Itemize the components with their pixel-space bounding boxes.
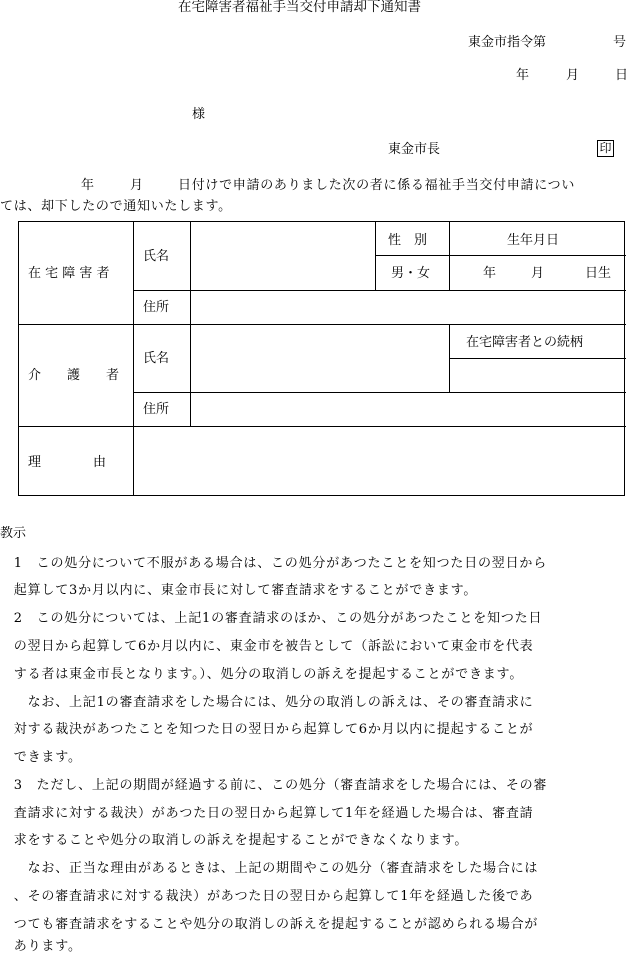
instruction-line: 査請求に対する裁決）があつた日の翌日から起算して1年を経過した場合は、審査請 xyxy=(0,806,534,821)
instruction-line: あります。 xyxy=(0,939,82,954)
addressee-honorific: 様 xyxy=(192,107,206,122)
date-year-label: 年 xyxy=(516,68,530,83)
reason-label: 理 由 xyxy=(28,455,107,470)
table-rule xyxy=(449,222,450,290)
table-rule xyxy=(133,290,626,291)
birth-month-label: 月 xyxy=(531,266,545,281)
intro-month-label: 月 xyxy=(130,178,144,193)
instruction-line: の翌日から起算して6か月以内に、東金市を被告として（訴訟において東金市を代表 xyxy=(0,639,534,654)
table-rule xyxy=(375,222,376,290)
instruction-line: 起算して3か月以内に、東金市長に対して審査請求をすることができます。 xyxy=(0,583,478,598)
gender-label: 性 別 xyxy=(388,233,428,248)
date-day-label: 日 xyxy=(615,68,629,83)
birth-year-label: 年 xyxy=(483,266,497,281)
document-title: 在宅障害者福祉手当交付申請却下通知書 xyxy=(178,0,421,15)
instruction-line: する者は東金市長となります。）、処分の取消しの訴えを提起することができます。 xyxy=(0,667,524,682)
instructions-heading: 教示 xyxy=(0,526,27,541)
caregiver-address-label: 住所 xyxy=(143,402,170,417)
instruction-line: なお、上記1の審査請求をした場合には、処分の取消しの訴えは、その審査請求に xyxy=(0,695,534,710)
gender-value: 男・女 xyxy=(391,266,431,281)
instruction-line: 1 この処分について不服がある場合は、この処分があつたことを知つた日の翌日から xyxy=(0,556,548,571)
birth-day-label: 日生 xyxy=(585,266,612,281)
instruction-line: 2 この処分については、上記1の審査請求のほか、この処分があつたことを知つた日 xyxy=(0,611,543,626)
reference-number-prefix: 東金市指令第 xyxy=(468,35,547,50)
table-rule xyxy=(449,324,450,392)
instruction-line: できます。 xyxy=(0,750,82,765)
instruction-line: 対する裁決があつたことを知つた日の翌日から起算して6か月以内に提起することが xyxy=(0,722,534,737)
instruction-line: つても審査請求をすることや処分の取消しの訴えを提起することが認められる場合が xyxy=(0,917,539,932)
instruction-line: 3 ただし、上記の期間が経過する前に、この処分（審査請求をした場合には、その審 xyxy=(0,778,548,793)
instruction-line: 求をすることや処分の取消しの訴えを提起することができなくなります。 xyxy=(0,833,469,848)
caregiver-label: 介 護 者 xyxy=(28,368,120,383)
date-month-label: 月 xyxy=(566,68,580,83)
seal-stamp: 印 xyxy=(597,140,614,157)
table-rule xyxy=(19,324,626,325)
relationship-label: 在宅障害者との続柄 xyxy=(466,335,584,350)
table-rule xyxy=(190,222,191,426)
instruction-line: なお、正当な理由があるときは、上記の期間やこの処分（審査請求をした場合には xyxy=(0,861,539,876)
table-rule xyxy=(19,426,626,427)
disabled-person-address-label: 住所 xyxy=(143,300,170,315)
disabled-person-label: 在 宅 障 害 者 xyxy=(28,266,110,281)
table-rule xyxy=(449,358,626,359)
applicant-table xyxy=(18,221,625,496)
caregiver-name-label: 氏名 xyxy=(143,351,170,366)
table-rule xyxy=(133,392,626,393)
instruction-line: 、その審査請求に対する裁決）があつた日の翌日から起算して1年を経過した後であ xyxy=(0,889,534,904)
table-rule xyxy=(375,255,626,256)
intro-year-label: 年 xyxy=(81,178,95,193)
issuer-name: 東金市長 xyxy=(388,142,441,157)
disabled-person-name-label: 氏名 xyxy=(143,249,170,264)
table-rule xyxy=(133,222,134,496)
reference-number-suffix: 号 xyxy=(613,35,627,50)
intro-text-line-2: ては、却下したので通知いたします。 xyxy=(0,199,232,214)
intro-text-line-1: 日付けで申請のありました次の者に係る福祉手当交付申請につい xyxy=(178,178,576,193)
birthdate-label: 生年月日 xyxy=(507,233,560,248)
